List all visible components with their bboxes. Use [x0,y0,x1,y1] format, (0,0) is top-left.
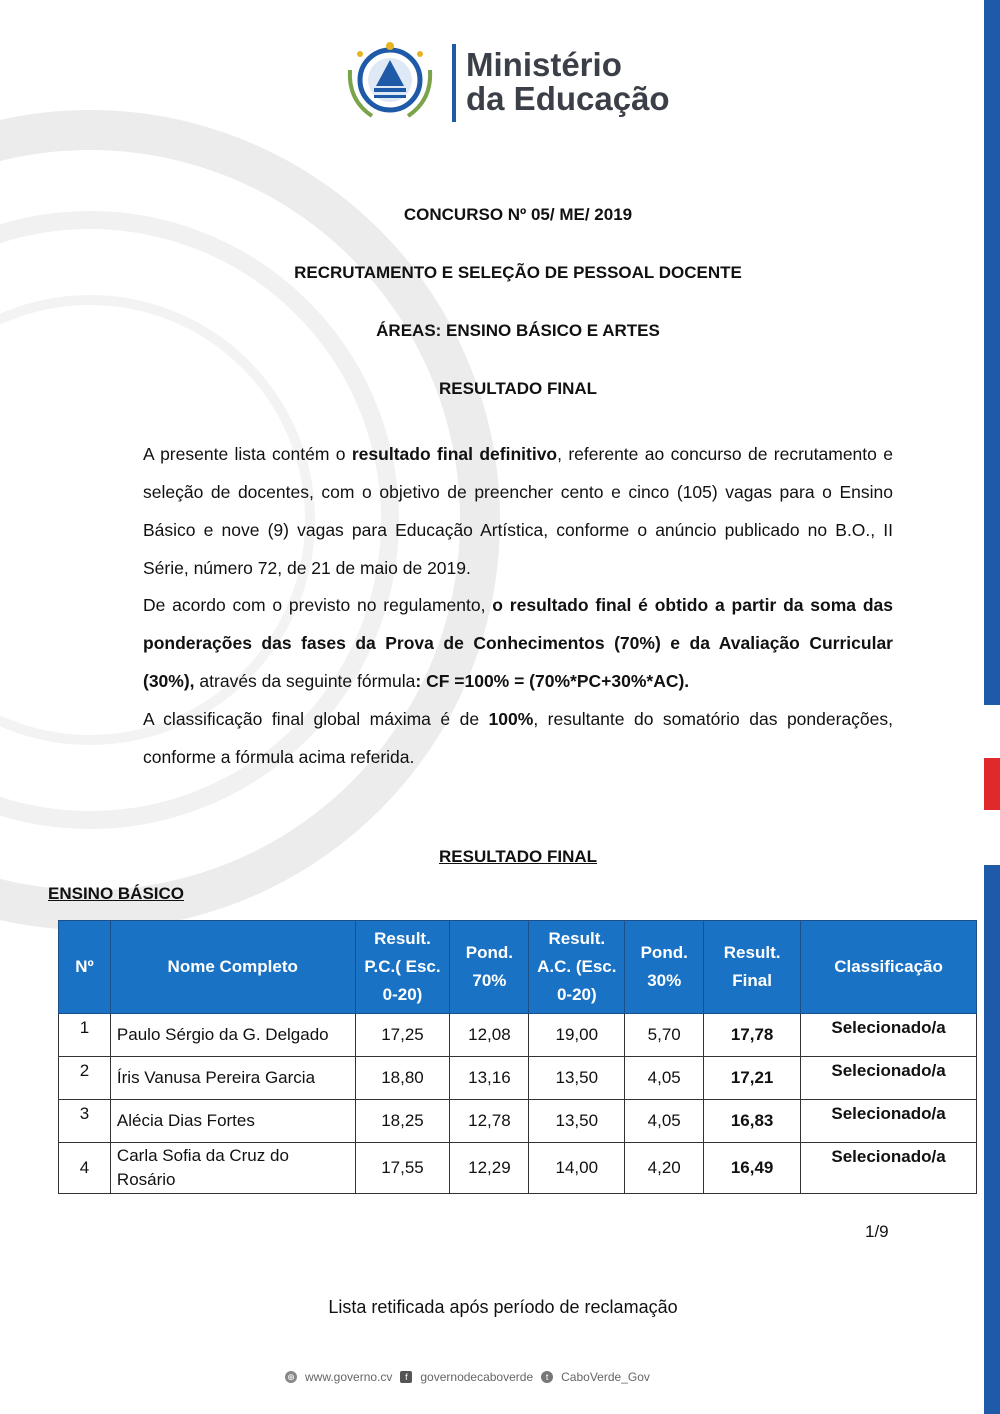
side-bar-red [984,758,1000,810]
twitter-icon: t [541,1371,553,1383]
logo-divider [452,44,456,122]
cell-pc: 17,55 [355,1143,450,1194]
text: , resultante do somatório das ponderações, conforme a fórmula acima referida. [143,709,893,767]
cell-number: 3 [59,1100,111,1143]
cell-pond30: 4,05 [625,1100,704,1143]
contest-heading: CONCURSO Nº 05/ ME/ 2019 [403,205,633,224]
result-heading: RESULTADO FINAL [438,379,598,398]
recruitment-heading: RECRUTAMENTO E SELEÇÃO DE PESSOAL DOCENTE [294,263,742,282]
header-ac: Result. A.C. (Esc. 0-20) [529,921,625,1014]
cell-classification: Selecionado/a [801,1143,977,1194]
cell-ac: 14,00 [529,1143,625,1194]
cell-name: Carla Sofia da Cruz do Rosário [110,1143,355,1194]
page-number: 1/9 [865,1222,889,1241]
intro-paragraph [143,435,893,587]
text: através da seguinte fórmula [194,671,416,691]
cell-number: 1 [59,1014,111,1057]
cell-ac: 19,00 [529,1014,625,1057]
cell-name: Paulo Sérgio da G. Delgado [110,1014,355,1057]
text: , referente ao concurso de recrutamento e seleção de docentes, com o objetivo de preencher cento e cinco (105) vagas para o Ensino Básico e nove (9) vagas para Educação Artística, conforme o anúncio publicado no B.O., II Série, número 72, de 21 de maio de 2019. [143,444,893,578]
cell-number: 2 [59,1057,111,1100]
footer-facebook[interactable]: governodecaboverde [420,1370,534,1384]
footer-website[interactable]: www.governo.cv [305,1370,393,1384]
cell-final: 16,49 [704,1143,801,1194]
header-pc: Result. P.C.( Esc. 0-20) [355,921,450,1014]
header-pond70: Pond. 70% [450,921,529,1014]
table-row [59,1100,977,1143]
header-final: Result. Final [704,921,801,1014]
results-table [58,920,977,1194]
cell-pond70: 13,16 [450,1057,529,1100]
cell-pond30: 4,05 [625,1057,704,1100]
coat-of-arms-icon [340,40,440,126]
side-bar-bottom [984,865,1000,1414]
section-subtitle: ENSINO BÁSICO [48,884,185,903]
text: A classificação final global máxima é de [143,709,489,729]
footer-twitter[interactable]: CaboVerde_Gov [561,1370,650,1384]
cell-pond30: 4,20 [625,1143,704,1194]
section-title: RESULTADO FINAL [438,847,598,866]
cell-classification: Selecionado/a [801,1100,977,1143]
cell-pond70: 12,78 [450,1100,529,1143]
text: De acordo com o previsto no regulamento, [143,595,493,615]
cell-final: 17,78 [704,1014,801,1057]
cell-pond70: 12,29 [450,1143,529,1194]
cell-pond30: 5,70 [625,1014,704,1057]
header-number: Nº [59,921,111,1014]
cell-ac: 13,50 [529,1057,625,1100]
areas-heading: ÁREAS: ENSINO BÁSICO E ARTES [376,321,660,340]
table-row [59,1057,977,1100]
text: A presente lista contém o [143,444,352,464]
table-row [59,1143,977,1194]
header-pond30: Pond. 30% [625,921,704,1014]
revision-note: Lista retificada após período de reclamação [328,1297,678,1317]
cell-pond70: 12,08 [450,1014,529,1057]
text-bold: resultado final definitivo [351,444,558,464]
formula-text: : CF =100% = (70%*PC+30%*AC). [415,671,690,691]
cell-final: 16,83 [704,1100,801,1143]
facebook-icon: f [400,1371,412,1383]
header-name: Nome Completo [110,921,355,1014]
text-bold: o resultado final é obtido a partir da soma das ponderações das fases da Prova de Conhecimentos (70%) e da Avaliação Curricular (30%), [143,595,893,691]
logo-line1: Ministério [466,46,622,83]
cell-name: Alécia Dias Fortes [110,1100,355,1143]
ministry-logo [340,40,700,126]
side-bar-top [984,0,1000,705]
header-classification: Classificação [801,921,977,1014]
formula-paragraph [143,586,893,700]
cell-name: Íris Vanusa Pereira Garcia [110,1057,355,1100]
text-bold: 100% [488,709,534,729]
footer [285,1370,650,1384]
cell-classification: Selecionado/a [801,1014,977,1057]
cell-classification: Selecionado/a [801,1057,977,1100]
cell-final: 17,21 [704,1057,801,1100]
cell-pc: 17,25 [355,1014,450,1057]
max-score-paragraph [143,700,893,776]
cell-number: 4 [59,1143,111,1194]
cell-pc: 18,80 [355,1057,450,1100]
table-row [59,1014,977,1057]
globe-icon: ⊕ [285,1371,297,1383]
logo-text [466,48,670,116]
cell-ac: 13,50 [529,1100,625,1143]
table-header-row [59,921,977,1014]
cell-pc: 18,25 [355,1100,450,1143]
logo-line2: da Educação [466,80,670,117]
